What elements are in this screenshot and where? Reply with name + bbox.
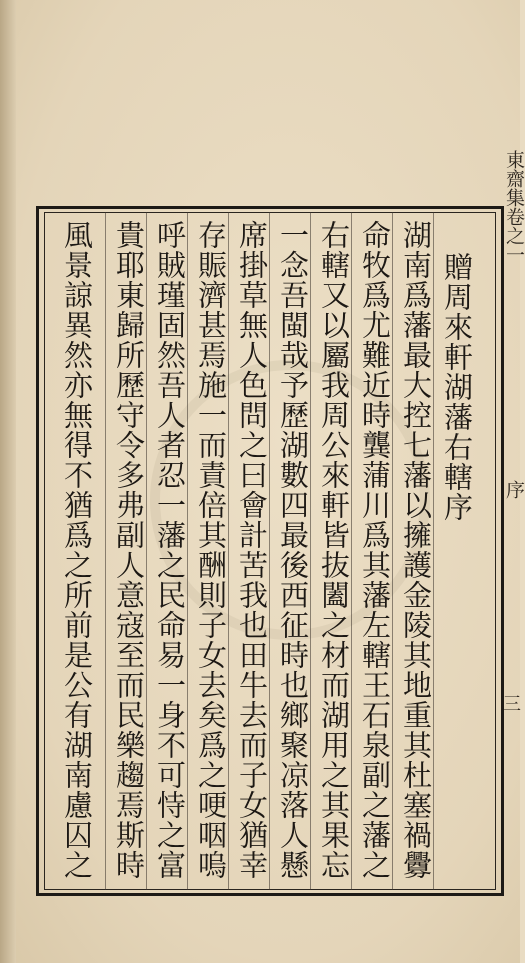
text-column-5: 席掛草無人色問之曰會計苦我也田牛去而子女猶幸 [235, 220, 269, 880]
column-rule [392, 212, 393, 890]
column-rule [105, 212, 106, 890]
page-binding-edge [0, 0, 16, 963]
text-column-3: 右轄又以屬我周公來軒皆抜闔之材而湖用之其果忘 [317, 220, 351, 880]
column-rule [433, 212, 434, 890]
text-column-1: 湖南爲藩最大控七藩以擁護金陵其地重其杜塞禍釁 [399, 220, 433, 880]
column-rule [187, 212, 188, 890]
text-column-9: 風景諒異然亦無得不猶爲之所前是公有湖南慮囚之 [60, 220, 94, 880]
column-rule [310, 212, 311, 890]
column-rule [228, 212, 229, 890]
text-column-6: 存賑濟甚焉施一而責倍其酬則子女去矣爲之哽咽嗚 [194, 220, 228, 880]
margin-book-title: 東齋集卷之一 [503, 150, 525, 264]
column-rule [269, 212, 270, 890]
essay-title: 贈周來軒湖藩右轄序 [440, 252, 474, 522]
column-rule [351, 212, 352, 890]
text-column-7: 呼賊瑾固然吾人者忍一藩之民命易一身不可恃之富 [153, 220, 187, 880]
margin-genre-label: 序 [503, 480, 525, 499]
margin-page-number: 三 [503, 694, 521, 715]
text-column-4: 一念吾閩哉予歷湖數四最後西征時也鄉聚凉落人懸 [276, 220, 310, 880]
text-column-8: 貴耶東歸所歷守令多弗副人意寇至而民樂趨焉斯時 [112, 220, 146, 880]
text-column-2: 命牧爲尤難近時龔蒲川爲其藩左轄王石泉副之藩之 [358, 220, 392, 880]
column-rule [146, 212, 147, 890]
